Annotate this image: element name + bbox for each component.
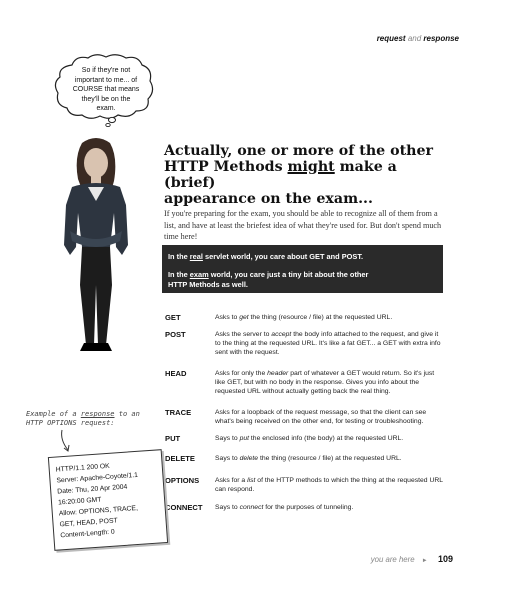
- desc-text: Asks for a loopback of the request message, so that the client can see what's being received on the other end, for testing or troubleshooting.: [215, 409, 427, 426]
- response-line: HTTP/1.1 200 OK: [55, 462, 110, 474]
- thought-line: important to me... of: [74, 76, 138, 84]
- desc-text: the thing (resource / file) at the requested URL.: [248, 314, 393, 321]
- response-line: 16:20:00 GMT: [57, 496, 102, 507]
- running-head: [377, 34, 459, 43]
- thought-line: exam.: [96, 105, 116, 112]
- headline-line-2-a: HTTP Methods: [164, 159, 288, 175]
- note-line-1: [26, 410, 146, 419]
- thought-text: [66, 66, 146, 114]
- callout-text: In the: [168, 252, 190, 261]
- response-line: Server: Apache-Coyote/1.1: [56, 471, 139, 485]
- desc-emphasis: accept: [271, 331, 292, 338]
- response-line: Allow: OPTIONS, TRACE,: [58, 504, 139, 518]
- desc-text: Asks to: [215, 314, 240, 321]
- thought-line: they'll be on the: [81, 95, 131, 103]
- intro-paragraph: If you're preparing for the exam, you should be able to recognize all of them from a list, and have at least the briefest idea of what they're used for. But don't spend much time here!: [164, 209, 442, 241]
- headline-line-1: Actually, one or more of the other: [164, 143, 433, 159]
- triangle-right-icon: ►: [421, 558, 428, 564]
- method-name: TRACE: [165, 408, 192, 417]
- note-line-2: HTTP OPTIONS request:: [26, 419, 115, 427]
- desc-emphasis: get: [239, 314, 249, 321]
- desc-text: Says to: [215, 504, 240, 511]
- callout-text: world, you care just a tiny bit about the other: [208, 270, 369, 279]
- response-line: GET, HEAD, POST: [59, 517, 118, 529]
- method-description: [215, 434, 443, 443]
- note-emphasis: response: [80, 410, 115, 418]
- desc-text: Asks for only the: [215, 370, 268, 377]
- desc-text: the body info attached to the request, and give it to the thing at the requested URL. It's like a fat GET... a GET with extra info sent with the request.: [215, 331, 441, 357]
- method-description: [215, 503, 443, 512]
- you-are-here: you are here: [370, 555, 415, 564]
- callout-box: [162, 245, 443, 293]
- method-name: PUT: [165, 434, 181, 443]
- desc-text: Asks for a: [215, 477, 248, 484]
- desc-emphasis: list: [247, 477, 256, 484]
- desc-text: the enclosed info (the body) at the requested URL.: [249, 435, 404, 442]
- callout-text: In the: [168, 270, 190, 279]
- method-description: [215, 330, 443, 358]
- callout-text: servlet world, you care about GET and POST.: [202, 252, 364, 261]
- method-name: POST: [165, 330, 186, 339]
- desc-text: Says to: [215, 435, 240, 442]
- page-footer: [371, 554, 453, 564]
- http-response-card: [48, 449, 168, 551]
- headline-emphasis: might: [287, 159, 335, 175]
- method-name: HEAD: [165, 369, 187, 378]
- desc-text: of the HTTP methods to which the thing at the requested URL can respond.: [215, 477, 443, 494]
- method-description: [215, 476, 443, 494]
- desc-text: for the purposes of tunneling.: [263, 504, 354, 511]
- callout-line-2: [168, 270, 438, 280]
- woman-illustration: [48, 135, 144, 365]
- note-text: Example of a: [26, 410, 81, 418]
- handwritten-note: [26, 410, 146, 428]
- method-description: [215, 408, 443, 426]
- page-number: 109: [437, 554, 453, 564]
- callout-line-1: [168, 252, 438, 262]
- desc-emphasis: connect: [239, 504, 264, 511]
- method-name: GET: [165, 313, 181, 322]
- note-text: to an: [114, 410, 140, 418]
- headline-line-2-c: make a (brief): [164, 159, 397, 191]
- callout-line-3: HTTP Methods as well.: [168, 280, 248, 289]
- callout-emphasis-real: real: [189, 252, 203, 261]
- method-description: [215, 369, 443, 397]
- response-line: Content-Length: 0: [60, 528, 115, 540]
- running-head-response: response: [423, 34, 459, 43]
- desc-emphasis: header: [267, 370, 289, 377]
- method-name: DELETE: [165, 454, 195, 463]
- headline-line-3: appearance on the exam...: [164, 191, 373, 207]
- desc-text: Asks the server to: [215, 331, 272, 338]
- response-line: Date: Thu, 20 Apr 2004: [57, 483, 128, 496]
- desc-emphasis: delete: [239, 455, 259, 462]
- note-arrow-icon: [58, 428, 78, 454]
- headline-line-2: [164, 159, 434, 191]
- thought-line: COURSE that means: [72, 86, 140, 93]
- method-description: [215, 313, 443, 322]
- desc-text: the thing (resource / file) at the requested URL.: [258, 455, 402, 462]
- desc-emphasis: put: [239, 435, 250, 442]
- desc-text: Says to: [215, 455, 240, 462]
- desc-text: part of whatever a GET would return. So it's just like GET, but with no body in the response. Gives you info about the requested URL without actually getting back the real thing.: [215, 370, 435, 396]
- method-description: [215, 454, 443, 463]
- method-name: CONNECT: [165, 503, 203, 512]
- running-head-and: and: [407, 34, 422, 43]
- callout-emphasis-exam: exam: [189, 270, 209, 279]
- running-head-request: request: [376, 34, 406, 43]
- thought-line: So if they're not: [81, 67, 131, 74]
- method-name: OPTIONS: [165, 476, 200, 485]
- page-headline: [164, 143, 434, 207]
